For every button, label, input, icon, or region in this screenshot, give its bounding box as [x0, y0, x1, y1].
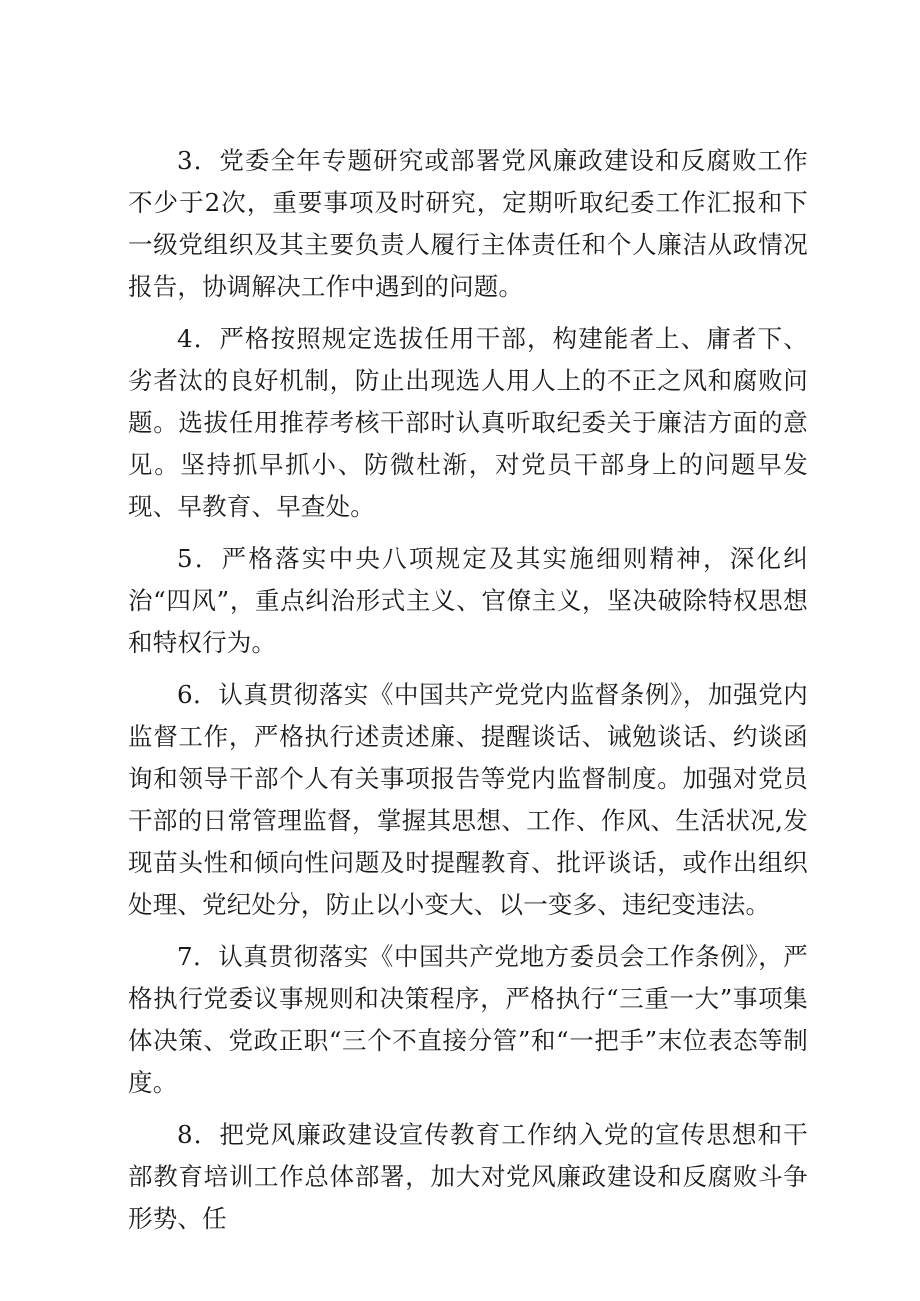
- paragraph-item-5: 5．严格落实中央八项规定及其实施细则精神，深化纠治“四风”，重点纠治形式主义、官僚主义，坚决破除特权思想和特权行为。: [128, 544, 808, 657]
- paragraph-item-7: 7．认真贯彻落实《中国共产党地方委员会工作条例》，严格执行党委议事规则和决策程序，严格执行“三重一大”事项集体决策、党政正职“三个不直接分管”和“一把手”末位表态等制度。: [128, 942, 808, 1097]
- paragraph-item-4: 4．严格按照规定选拔任用干部，构建能者上、庸者下、劣者汰的良好机制，防止出现选人用人上的不正之风和腐败问题。选拔任用推荐考核干部时认真听取纪委关于廉洁方面的意见。坚持抓早抓小、防微杜渐，对党员干部身上的问题早发现、早教育、早查处。: [128, 324, 808, 521]
- document-body: [128, 140, 808, 1250]
- paragraph-item-8: 8．把党风廉政建设宣传教育工作纳入党的宣传思想和干部教育培训工作总体部署，加大对党风廉政建设和反腐败斗争形势、任: [128, 1120, 808, 1233]
- paragraph-item-3: 3．党委全年专题研究或部署党风廉政建设和反腐败工作不少于2次，重要事项及时研究，定期听取纪委工作汇报和下一级党组织及其主要负责人履行主体责任和个人廉洁从政情况报告，协调解决工作中遇到的问题。: [128, 146, 808, 301]
- paragraph-item-6: 6．认真贯彻落实《中国共产党党内监督条例》，加强党内监督工作，严格执行述责述廉、提醒谈话、诫勉谈话、约谈函询和领导干部个人有关事项报告等党内监督制度。加强对党员干部的日常管理监督，掌握其思想、工作、作风、生活状况,发现苗头性和倾向性问题及时提醒教育、批评谈话，或作出组织处理、党纪处分，防止以小变大、以一变多、违纪变违法。: [128, 680, 808, 919]
